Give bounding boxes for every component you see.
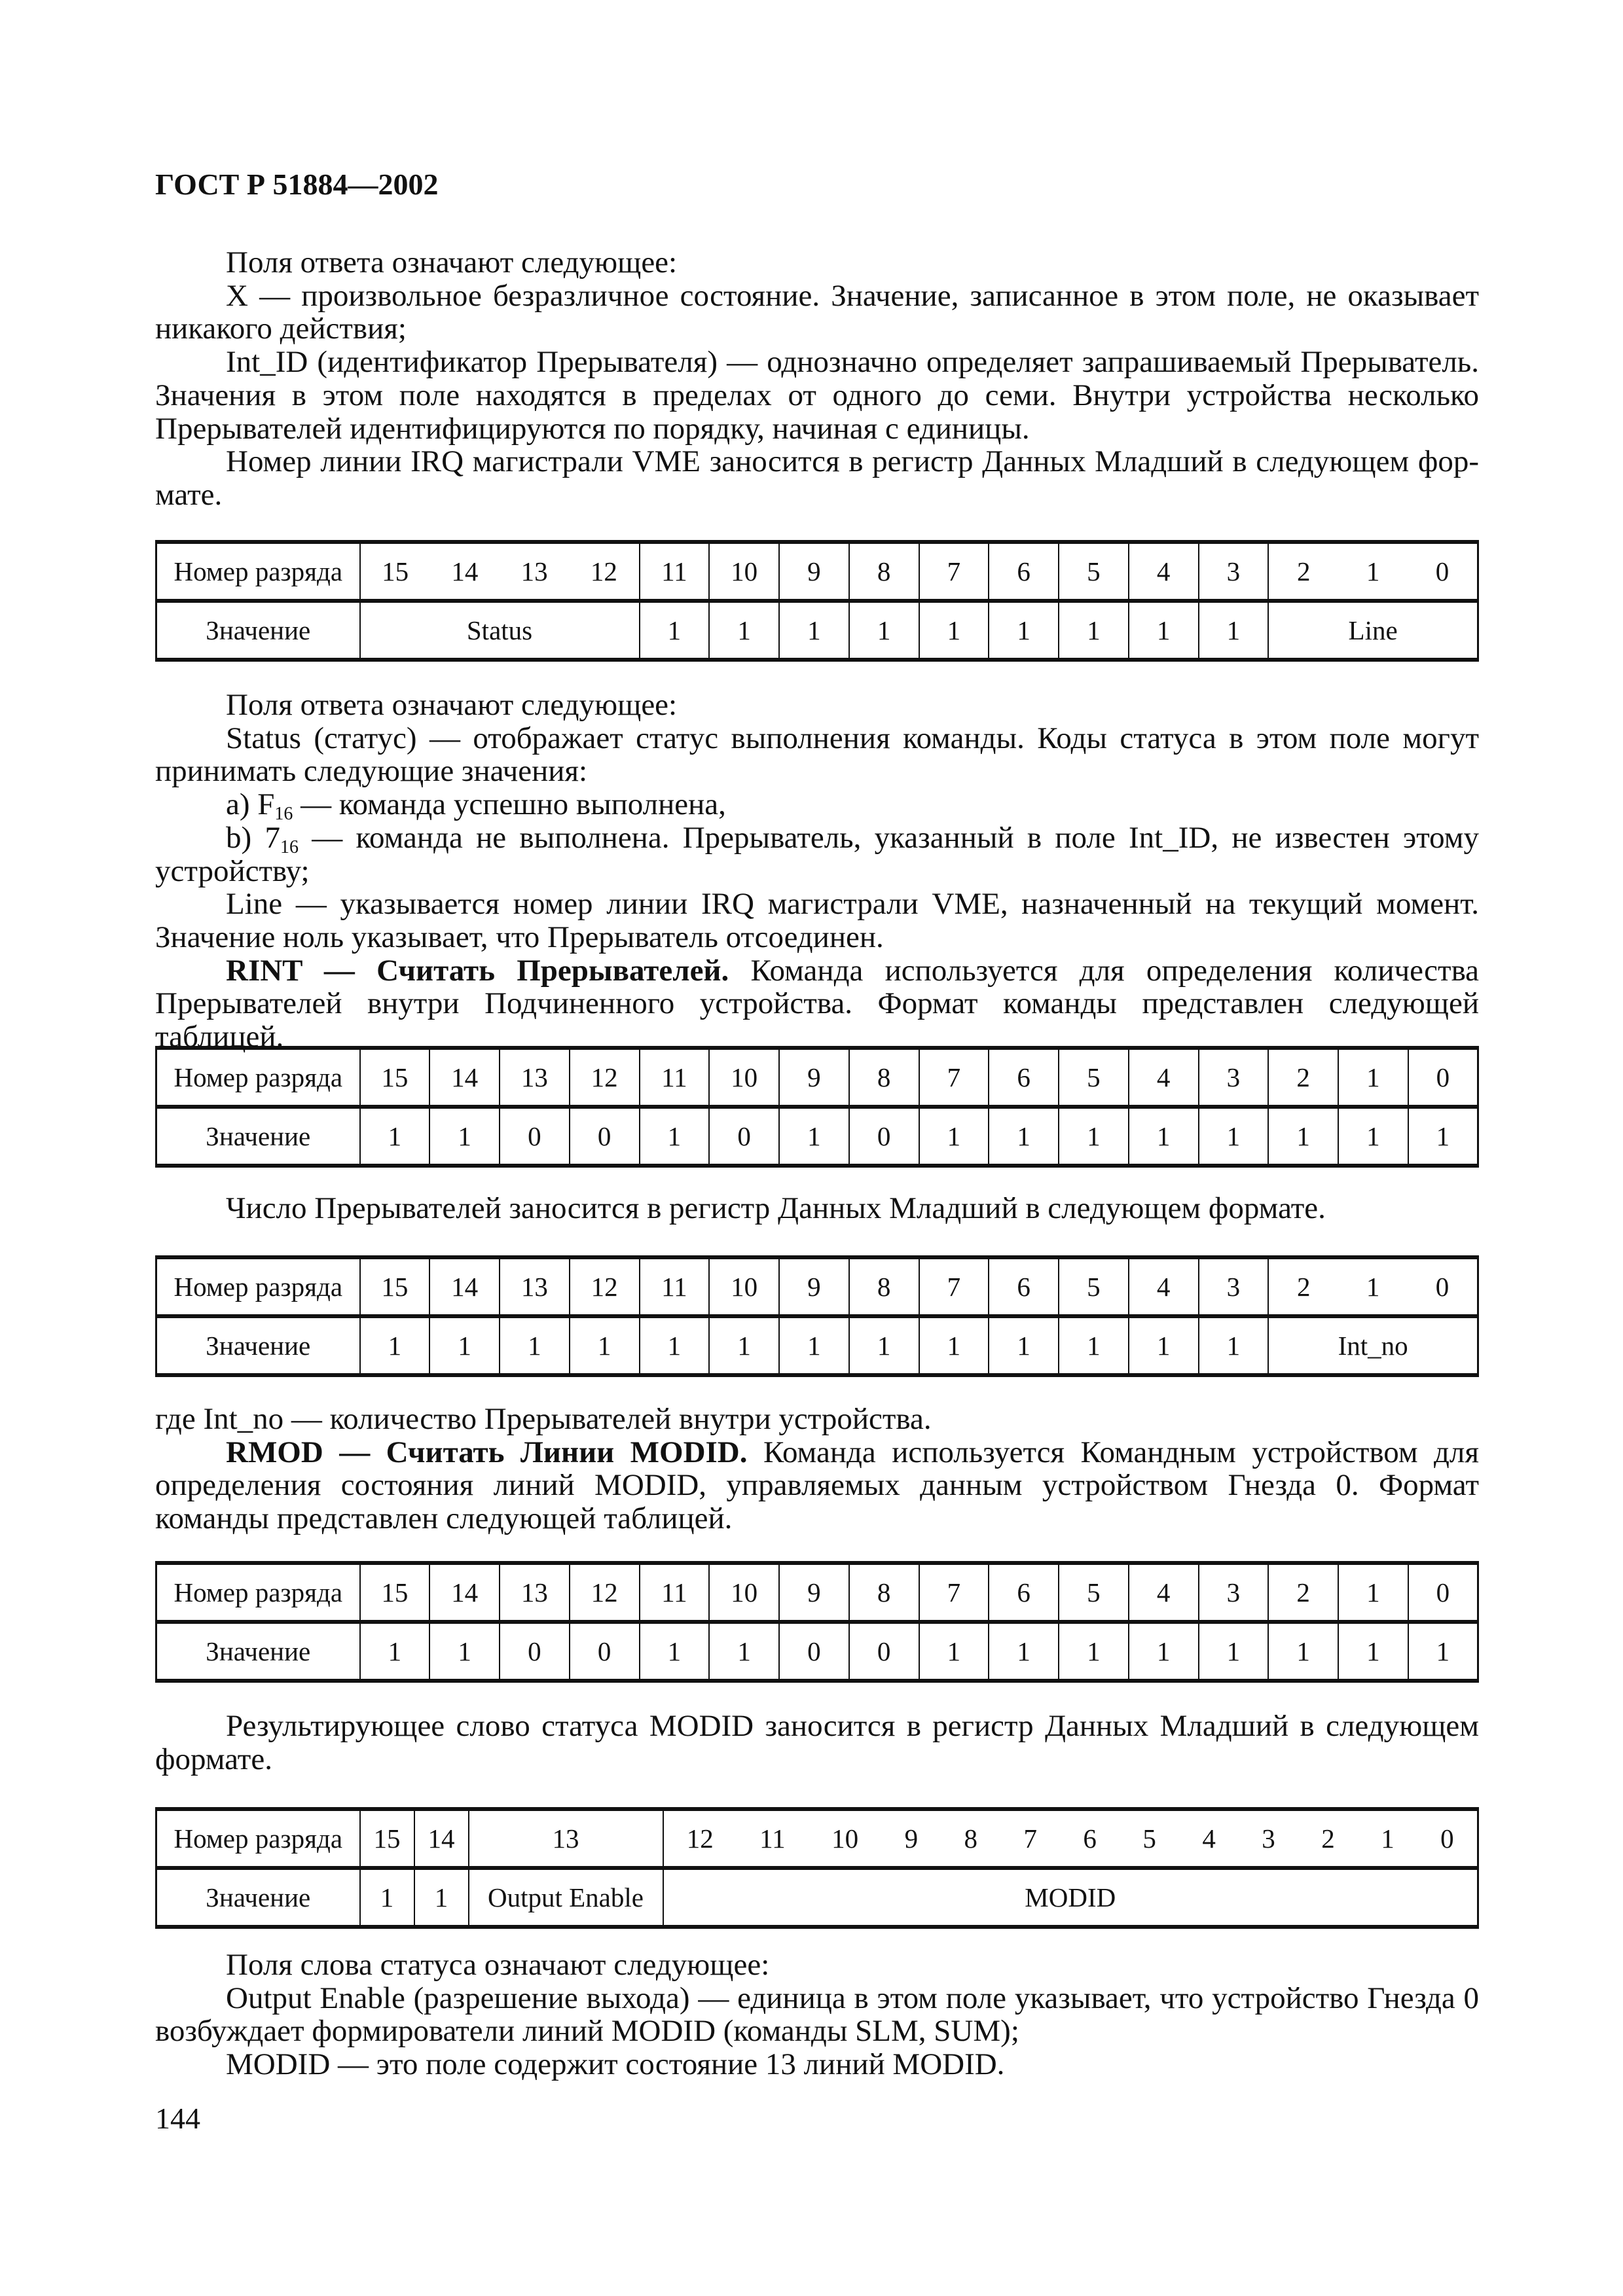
- bit-number: 4: [1202, 1823, 1216, 1854]
- bit-number: 9: [904, 1823, 919, 1854]
- row-label: Номер разряда: [156, 1563, 360, 1622]
- bit-number-cell: 15: [360, 1257, 430, 1316]
- bit-number-cell: 5: [1059, 1257, 1129, 1316]
- bit-value-cell: 1: [779, 1316, 849, 1375]
- bit-number-cell: 7: [919, 1563, 989, 1622]
- bit-number-cell: 0: [1408, 1563, 1478, 1622]
- text-run: Команда используется Командным устройством для определения состояния линий MODID, управляемых данным устройством Гнезда 0. Формат команды представлен следующей таблицей.: [155, 1435, 1479, 1536]
- bit-value-cell: Int_no: [1268, 1316, 1478, 1375]
- bit-number: 2: [1296, 556, 1311, 586]
- bit-value-cell: 1: [989, 1622, 1059, 1681]
- bit-number-cell: 8: [849, 1563, 919, 1622]
- bit-value-cell: 1: [849, 1316, 919, 1375]
- row-label: Значение: [156, 1316, 360, 1375]
- page-number: 144: [155, 2102, 200, 2135]
- bit-number-cell: 3: [1199, 1257, 1269, 1316]
- bit-value-cell: 1: [709, 601, 779, 660]
- bit-number-cell: 4: [1129, 1048, 1199, 1107]
- bit-number-cell: [1268, 542, 1478, 601]
- bit-value-cell: 1: [849, 601, 919, 660]
- row-label: Значение: [156, 1868, 360, 1927]
- value-row: [156, 601, 1478, 660]
- bit-number: 11: [759, 1823, 786, 1854]
- paragraph: [155, 821, 1479, 888]
- bit-number: 1: [1366, 1272, 1380, 1302]
- bit-number-row: [156, 1563, 1478, 1622]
- bit-number-group: [361, 556, 639, 587]
- text-run: Команда используется для определения количества Прерывателей внутри Подчиненного устройства. Формат команды представлен следующей таблицей.: [155, 953, 1479, 1054]
- text-block-1: [155, 246, 1479, 512]
- bit-value-cell: 1: [429, 1107, 500, 1166]
- bit-value-cell: 0: [849, 1107, 919, 1166]
- bit-value-cell: 1: [640, 1107, 710, 1166]
- row-label: Значение: [156, 601, 360, 660]
- bit-value-cell: 1: [1059, 601, 1129, 660]
- bit-number-cell: 10: [709, 1563, 779, 1622]
- bit-value-cell: 1: [1338, 1622, 1408, 1681]
- bit-number-cell: 8: [849, 542, 919, 601]
- bit-number-cell: 11: [640, 1563, 710, 1622]
- bit-table-irq-line: [155, 540, 1479, 662]
- bit-number-group: [664, 1823, 1478, 1854]
- bit-number-cell: 1: [1338, 1048, 1408, 1107]
- bit-number: 7: [1023, 1823, 1037, 1854]
- bit-value-cell: 0: [779, 1622, 849, 1681]
- bit-number-cell: 12: [570, 1257, 640, 1316]
- bit-number-cell: [360, 542, 640, 601]
- bit-number: 12: [590, 556, 617, 586]
- bit-number-cell: 12: [570, 1048, 640, 1107]
- bit-number: 6: [1083, 1823, 1097, 1854]
- bit-number-row: [156, 1809, 1478, 1868]
- bit-value-cell: 0: [500, 1107, 570, 1166]
- bit-value-cell: MODID: [663, 1868, 1478, 1927]
- bit-value-cell: 1: [640, 1622, 710, 1681]
- bit-number-cell: 11: [640, 1257, 710, 1316]
- paragraph: Номер линии IRQ магистрали VME заносится в регистр Данных Младший в следующем формате.: [155, 444, 1479, 512]
- row-label: Номер разряда: [156, 1809, 360, 1868]
- command-title: RINT — Считать Прерывателей.: [226, 953, 729, 988]
- value-row: [156, 1868, 1478, 1927]
- bit-table-rint-command: [155, 1046, 1479, 1168]
- paragraph: X — произвольное безразличное состояние. Значение, записанное в этом поле, не оказывает никакого действия;: [155, 278, 1479, 346]
- bit-number-cell: 1: [1338, 1563, 1408, 1622]
- row-label: Номер разряда: [156, 542, 360, 601]
- bit-value-cell: 1: [1268, 1107, 1338, 1166]
- bit-number-cell: 6: [989, 1257, 1059, 1316]
- bit-number: 14: [451, 556, 479, 586]
- text-run: — команда успешно выполнена,: [293, 787, 726, 822]
- bit-number-cell: 5: [1059, 542, 1129, 601]
- bit-number: 12: [686, 1823, 714, 1854]
- paragraph: Output Enable (разрешение выхода) — единица в этом поле указывает, что устройство Гнезда 0 возбуждает формирователи линий MODID (команды SLM, SUM);: [155, 1981, 1479, 2049]
- bit-value-cell: 1: [360, 1868, 414, 1927]
- row-label: Значение: [156, 1622, 360, 1681]
- paragraph: Поля слова статуса означают следующее:: [226, 1948, 770, 1982]
- bit-value-cell: 1: [919, 1316, 989, 1375]
- bit-number-group: [1269, 1271, 1477, 1302]
- bit-number-cell: 6: [989, 542, 1059, 601]
- bit-value-cell: 1: [360, 1622, 430, 1681]
- bit-number-cell: 9: [779, 1048, 849, 1107]
- bit-number-cell: 3: [1199, 542, 1269, 601]
- bit-number-cell: 10: [709, 1048, 779, 1107]
- paragraph: Число Прерывателей заносится в регистр Данных Младший в следующем формате.: [226, 1191, 1326, 1225]
- text-run: a) F: [226, 787, 275, 822]
- bit-number-cell: 14: [414, 1809, 469, 1868]
- bit-number-cell: 12: [570, 1563, 640, 1622]
- bit-value-cell: 1: [640, 601, 710, 660]
- value-row: [156, 1107, 1478, 1166]
- bit-value-cell: 1: [570, 1316, 640, 1375]
- bit-number: 2: [1321, 1823, 1335, 1854]
- paragraph: Int_ID (идентификатор Прерывателя) — однозначно определяет запрашиваемый Прерыватель. Значения в этом поле находятся в пределах от одного до семи. Внутри устройства несколько Прерывателей идентифицируются по порядку, начиная с единицы.: [155, 345, 1479, 446]
- bit-number-cell: 7: [919, 1048, 989, 1107]
- paragraph: [155, 954, 1479, 1054]
- bit-number-cell: 4: [1129, 1563, 1199, 1622]
- row-label: Номер разряда: [156, 1257, 360, 1316]
- bit-value-cell: 1: [1129, 1316, 1199, 1375]
- bit-number: 2: [1296, 1272, 1311, 1302]
- bit-number-cell: 8: [849, 1257, 919, 1316]
- paragraph: где Int_no — количество Прерывателей внутри устройства.: [155, 1402, 932, 1436]
- document-header: ГОСТ Р 51884—2002: [155, 168, 439, 201]
- bit-number-cell: [1268, 1257, 1478, 1316]
- bit-number-cell: 4: [1129, 542, 1199, 601]
- bit-number: 0: [1435, 1272, 1450, 1302]
- bit-value-cell: 1: [1129, 1622, 1199, 1681]
- bit-value-cell: 1: [1059, 1622, 1129, 1681]
- bit-number-cell: 9: [779, 1257, 849, 1316]
- bit-number: 3: [1262, 1823, 1275, 1854]
- bit-value-cell: 1: [1129, 1107, 1199, 1166]
- bit-number-cell: 15: [360, 1809, 414, 1868]
- paragraph: Результирующее слово статуса MODID заносится в регистр Данных Младший в следующем формате.: [155, 1709, 1479, 1776]
- subscript: 16: [274, 804, 293, 825]
- bit-number-cell: 11: [640, 542, 710, 601]
- bit-number: 0: [1440, 1823, 1454, 1854]
- bit-value-cell: 1: [1059, 1316, 1129, 1375]
- bit-number-cell: 10: [709, 542, 779, 601]
- bit-value-cell: 1: [989, 601, 1059, 660]
- bit-value-cell: 0: [709, 1107, 779, 1166]
- bit-value-cell: Output Enable: [469, 1868, 663, 1927]
- bit-value-cell: 1: [779, 1107, 849, 1166]
- text-block-3: [155, 1192, 1479, 1225]
- bit-value-cell: 1: [414, 1868, 469, 1927]
- command-title: RMOD — Считать Линии MODID.: [226, 1435, 748, 1469]
- bit-number-cell: 7: [919, 542, 989, 601]
- bit-value-cell: 1: [1268, 1622, 1338, 1681]
- bit-value-cell: 1: [429, 1316, 500, 1375]
- bit-number-cell: 9: [779, 1563, 849, 1622]
- bit-number-cell: 6: [989, 1563, 1059, 1622]
- bit-table-int-count: [155, 1255, 1479, 1377]
- text-block-6: [155, 1948, 1479, 2081]
- bit-number-row: [156, 1257, 1478, 1316]
- bit-value-cell: 1: [360, 1316, 430, 1375]
- bit-value-cell: 1: [989, 1316, 1059, 1375]
- bit-value-cell: 0: [500, 1622, 570, 1681]
- value-row: [156, 1622, 1478, 1681]
- bit-number-cell: 2: [1268, 1048, 1338, 1107]
- bit-number-cell: 3: [1199, 1563, 1269, 1622]
- text-block-4: [155, 1403, 1479, 1535]
- bit-number-cell: 13: [469, 1809, 663, 1868]
- bit-number-cell: 13: [500, 1048, 570, 1107]
- bit-value-cell: 1: [919, 601, 989, 660]
- bit-number-cell: 5: [1059, 1563, 1129, 1622]
- text-block-2: [155, 689, 1479, 1054]
- bit-value-cell: 1: [1199, 601, 1269, 660]
- bit-number-cell: 4: [1129, 1257, 1199, 1316]
- bit-table-modid-status: [155, 1807, 1479, 1929]
- paragraph: Поля ответа означают следующее:: [226, 688, 678, 722]
- bit-number-cell: 8: [849, 1048, 919, 1107]
- bit-value-cell: 1: [919, 1107, 989, 1166]
- bit-value-cell: Status: [360, 601, 640, 660]
- paragraph: Line — указывается номер линии IRQ магистрали VME, назначенный на текущий момент. Значение ноль указывает, что Прерыватель отсоединен.: [155, 887, 1479, 954]
- bit-number: 0: [1435, 556, 1450, 586]
- paragraph: MODID — это поле содержит состояние 13 линий MODID.: [226, 2047, 1005, 2082]
- bit-number: 1: [1366, 556, 1380, 586]
- bit-number-cell: 0: [1408, 1048, 1478, 1107]
- bit-number-cell: 5: [1059, 1048, 1129, 1107]
- bit-number-cell: 14: [429, 1563, 500, 1622]
- bit-number-cell: 9: [779, 542, 849, 601]
- bit-value-cell: 1: [429, 1622, 500, 1681]
- bit-number-cell: 14: [429, 1257, 500, 1316]
- bit-value-cell: 1: [1199, 1107, 1269, 1166]
- bit-number-row: [156, 542, 1478, 601]
- bit-number-cell: 14: [429, 1048, 500, 1107]
- bit-number-cell: [663, 1809, 1478, 1868]
- bit-value-cell: 1: [709, 1316, 779, 1375]
- bit-number: 15: [382, 556, 409, 586]
- bit-value-cell: 1: [1408, 1622, 1478, 1681]
- bit-value-cell: 0: [849, 1622, 919, 1681]
- bit-value-cell: 1: [1059, 1107, 1129, 1166]
- row-label: Значение: [156, 1107, 360, 1166]
- bit-number: 1: [1381, 1823, 1395, 1854]
- bit-value-cell: 1: [709, 1622, 779, 1681]
- bit-number-cell: 15: [360, 1048, 430, 1107]
- bit-value-cell: 1: [1199, 1316, 1269, 1375]
- bit-value-cell: 1: [640, 1316, 710, 1375]
- bit-value-cell: 1: [1408, 1107, 1478, 1166]
- bit-number-cell: 13: [500, 1257, 570, 1316]
- paragraph: Поля ответа означают следующее:: [226, 245, 678, 279]
- bit-number-row: [156, 1048, 1478, 1107]
- paragraph: [155, 787, 1479, 825]
- bit-number: 13: [520, 556, 548, 586]
- subscript: 16: [280, 836, 299, 857]
- bit-number-group: [1269, 556, 1477, 587]
- bit-number-cell: 11: [640, 1048, 710, 1107]
- paragraph: [155, 1436, 1479, 1535]
- bit-value-cell: 1: [1129, 601, 1199, 660]
- bit-number-cell: 13: [500, 1563, 570, 1622]
- bit-number: 5: [1142, 1823, 1156, 1854]
- bit-value-cell: 1: [779, 601, 849, 660]
- bit-value-cell: 1: [360, 1107, 430, 1166]
- text-run: b) 7: [226, 820, 280, 855]
- bit-number-cell: 2: [1268, 1563, 1338, 1622]
- bit-value-cell: 1: [500, 1316, 570, 1375]
- text-block-5: [155, 1710, 1479, 1776]
- bit-number-cell: 15: [360, 1563, 430, 1622]
- bit-value-cell: 1: [989, 1107, 1059, 1166]
- bit-value-cell: Line: [1268, 601, 1478, 660]
- bit-value-cell: 1: [1338, 1107, 1408, 1166]
- bit-number-cell: 10: [709, 1257, 779, 1316]
- bit-number: 8: [964, 1823, 978, 1854]
- bit-number: 10: [831, 1823, 859, 1854]
- bit-value-cell: 0: [570, 1622, 640, 1681]
- bit-number-cell: 3: [1199, 1048, 1269, 1107]
- value-row: [156, 1316, 1478, 1375]
- paragraph: Status (статус) — отображает статус выполнения команды. Коды статуса в этом поле могут принимать следующие значения:: [155, 721, 1479, 789]
- bit-number-cell: 7: [919, 1257, 989, 1316]
- text-run: — команда не выполнена. Прерыватель, указанный в поле Int_ID, не известен этому устройству;: [155, 820, 1480, 888]
- bit-value-cell: 0: [570, 1107, 640, 1166]
- bit-value-cell: 1: [919, 1622, 989, 1681]
- bit-value-cell: 1: [1199, 1622, 1269, 1681]
- bit-table-rmod-command: [155, 1561, 1479, 1683]
- row-label: Номер разряда: [156, 1048, 360, 1107]
- bit-number-cell: 6: [989, 1048, 1059, 1107]
